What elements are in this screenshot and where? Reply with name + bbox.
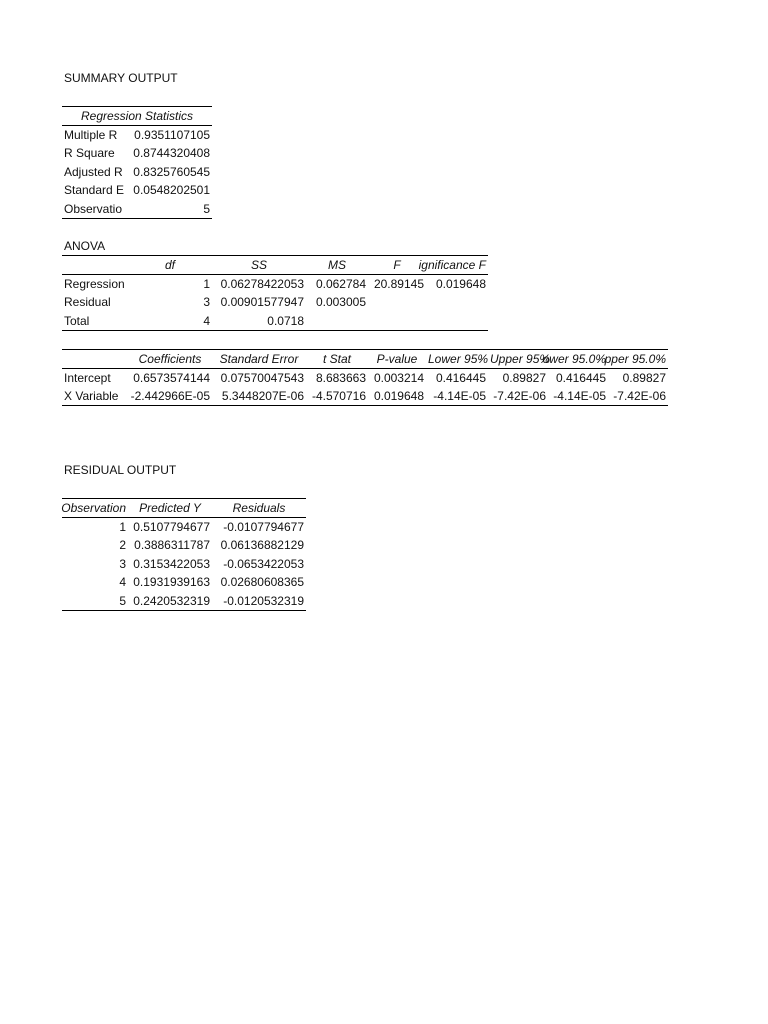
upper-95-0-cell: -7.42E-06 — [608, 387, 668, 406]
t-stat-cell: 8.683663 — [315, 371, 366, 385]
column-header: Observation — [62, 499, 128, 518]
anova-table — [62, 255, 488, 331]
column-header — [62, 256, 128, 275]
stat-label: Adjusted R — [64, 164, 123, 179]
observation-cell: 5 — [62, 592, 128, 611]
observation-cell: 2 — [119, 538, 126, 553]
f-cell — [368, 293, 426, 312]
coefficient-cell: -2.442966E-05 — [128, 387, 212, 406]
column-header: ignificance F — [426, 256, 488, 275]
table-row — [62, 387, 668, 406]
residual-cell: -0.0120532319 — [212, 592, 306, 611]
standard-error-cell: 5.3448207E-06 — [212, 387, 306, 406]
lower-95-0-cell: 0.416445 — [555, 371, 606, 385]
table-header-row — [62, 107, 212, 126]
p-value-cell: 0.019648 — [368, 387, 426, 406]
predicted-y-cell: 0.2420532319 — [128, 592, 212, 611]
df-cell: 4 — [128, 312, 212, 331]
column-header: F — [368, 256, 426, 275]
f-cell — [368, 312, 426, 331]
table-row — [62, 144, 212, 163]
table-row — [62, 573, 306, 592]
column-header: t Stat — [306, 350, 368, 369]
coefficients-table — [62, 349, 668, 406]
table-row — [62, 369, 668, 388]
stat-label: Multiple R — [64, 128, 118, 142]
observation-cell: 3 — [119, 556, 126, 571]
table-row — [62, 592, 306, 611]
stat-value: 0.8744320408 — [133, 146, 211, 161]
t-stat-cell: -4.570716 — [306, 387, 368, 406]
table-row — [62, 518, 306, 537]
table-row — [62, 555, 306, 574]
table-row — [62, 200, 212, 219]
column-header: Coefficients — [128, 350, 212, 369]
stat-value: 0.8325760545 — [133, 164, 211, 179]
column-header: pper 95.0% — [608, 350, 668, 369]
table-row — [62, 181, 212, 200]
residual-output-table — [62, 498, 306, 611]
table-row — [62, 126, 212, 145]
row-label: Residual — [64, 295, 111, 310]
column-header: ower 95.0% — [548, 350, 608, 369]
lower-95-0-cell: -4.14E-05 — [548, 387, 608, 406]
column-header: Lower 95% — [426, 350, 488, 369]
predicted-y-cell: 0.3153422053 — [133, 556, 210, 571]
row-label: X Variable — [62, 387, 128, 406]
column-header: P-value — [368, 350, 426, 369]
upper-95-0-cell: 0.89827 — [622, 371, 666, 385]
ms-cell: 0.062784 — [315, 277, 366, 291]
residual-cell: -0.0653422053 — [223, 556, 304, 571]
df-cell: 3 — [203, 295, 210, 310]
stat-value: 5 — [128, 200, 212, 219]
ms-cell — [306, 312, 368, 331]
row-label: Intercept — [64, 371, 111, 385]
residual-cell: 0.06136882129 — [220, 538, 304, 553]
table-header-row — [62, 350, 668, 369]
predicted-y-cell: 0.5107794677 — [133, 520, 210, 534]
ss-cell: 0.00901577947 — [220, 295, 304, 310]
ss-cell: 0.0718 — [212, 312, 306, 331]
column-header — [62, 350, 128, 369]
regression-statistics-table — [62, 106, 212, 219]
upper-95-cell: 0.89827 — [502, 371, 546, 385]
regression-statistics-header: Regression Statistics — [62, 107, 212, 126]
p-value-cell: 0.003214 — [373, 371, 424, 385]
residual-output-title: RESIDUAL OUTPUT — [64, 463, 177, 477]
df-cell: 1 — [203, 277, 210, 291]
standard-error-cell: 0.07570047543 — [220, 371, 304, 385]
column-header: SS — [212, 256, 306, 275]
row-label: Total — [62, 312, 128, 331]
column-header: Predicted Y — [128, 499, 212, 518]
significance-f-cell — [426, 312, 488, 331]
column-header: MS — [306, 256, 368, 275]
ss-cell: 0.06278422053 — [220, 277, 304, 291]
anova-title: ANOVA — [64, 239, 106, 253]
f-cell: 20.89145 — [373, 277, 424, 291]
column-header: df — [128, 256, 212, 275]
ms-cell: 0.003005 — [315, 295, 366, 310]
stat-label: R Square — [64, 146, 115, 161]
table-row — [62, 275, 488, 294]
table-row — [62, 536, 306, 555]
column-header: Standard Error — [212, 350, 306, 369]
coefficient-cell: 0.6573574144 — [133, 371, 210, 385]
residual-cell: -0.0107794677 — [223, 520, 304, 534]
residual-cell: 0.02680608365 — [220, 575, 304, 590]
table-header-row — [62, 256, 488, 275]
observation-cell: 1 — [119, 520, 126, 534]
column-header: Residuals — [212, 499, 306, 518]
significance-f-cell: 0.019648 — [435, 277, 486, 291]
stat-value: 0.9351107105 — [134, 128, 211, 142]
predicted-y-cell: 0.3886311787 — [134, 538, 210, 553]
stat-label: Observatio — [62, 200, 128, 219]
table-header-row — [62, 499, 306, 518]
stat-value: 0.0548202501 — [133, 183, 211, 198]
stat-label: Standard E — [64, 183, 125, 198]
table-row — [62, 163, 212, 182]
predicted-y-cell: 0.1931939163 — [133, 575, 210, 590]
lower-95-cell: -4.14E-05 — [426, 387, 488, 406]
lower-95-cell: 0.416445 — [435, 371, 486, 385]
summary-output-title: SUMMARY OUTPUT — [64, 71, 178, 85]
significance-f-cell — [426, 293, 488, 312]
upper-95-cell: -7.42E-06 — [488, 387, 548, 406]
column-header: Upper 95% — [488, 350, 548, 369]
observation-cell: 4 — [119, 575, 126, 590]
table-row — [62, 312, 488, 331]
table-row — [62, 293, 488, 312]
row-label: Regression — [64, 277, 125, 291]
